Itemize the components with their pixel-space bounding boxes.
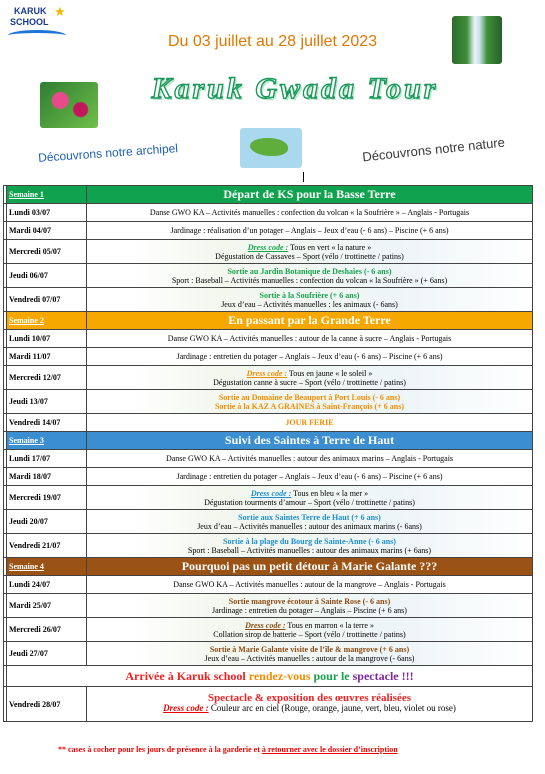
arrival-text-2: rendez-vous — [248, 668, 314, 683]
dress-code-label: Dress code : — [246, 368, 288, 378]
day-label: Lundi 03/07 — [7, 204, 87, 222]
day-row — [4, 618, 533, 642]
dress-code-label: Dress code : — [250, 488, 292, 498]
day-row — [4, 510, 533, 534]
activity-line: Sortie au Domaine de Beauport à Port Louis (- 6 ans) — [218, 392, 401, 402]
activity-line: Danse GWO KA – Activités manuelles : confection du volcan « la Soufrière » – Anglais - Portugais — [149, 208, 470, 217]
subtitle-archipel: Découvrons notre archipel — [37, 141, 179, 165]
activity-line: Jeux d’eau – Activités manuelles : autour des animaux marins (- 6ans) — [197, 521, 422, 531]
arrival-announcement — [7, 666, 533, 687]
day-label: Mardi 11/07 — [7, 348, 87, 366]
activity-line: Dégustation tourments d’amour – Sport (vélo / trottinette / patins) — [204, 497, 415, 507]
day-label: Jeudi 20/07 — [7, 510, 87, 534]
day-row — [4, 204, 533, 222]
activity-cell — [87, 642, 533, 666]
day-label: Mardi 18/07 — [7, 468, 87, 486]
day-label: Mardi 04/07 — [7, 222, 87, 240]
activity-line: Danse GWO KA – Activités manuelles : autour de la mangrove – Anglais - Portugais — [173, 580, 446, 589]
activity-line: Jeux d’eau – Activités manuelles : autour de la mangrove (- 6ans) — [204, 653, 415, 663]
arrival-text-1: Arrivée à Karuk school — [125, 668, 249, 683]
week-header-row — [4, 312, 533, 330]
week-header-row — [4, 558, 533, 576]
activity-cell — [87, 330, 533, 348]
day-label: Mercredi 12/07 — [7, 366, 87, 390]
day-row — [4, 390, 533, 414]
activity-cell — [87, 222, 533, 240]
activity-line: Sortie mangrove écotour à Sainte Rose (- 6 ans) — [228, 596, 391, 606]
dress-code-label: Dress code : — [247, 242, 289, 252]
activity-cell — [87, 264, 533, 288]
dress-code-label: Dress code : — [163, 703, 209, 713]
activity-line: Sortie à la KAZ A GRAINES à Saint-François (+ 6 ans) — [214, 401, 404, 411]
final-day-row — [4, 687, 533, 722]
activity-cell — [87, 240, 533, 264]
activity-cell — [87, 576, 533, 594]
activity-cell — [87, 414, 533, 432]
activity-cell — [87, 390, 533, 414]
activity-line: Sortie à la plage du Bourg de Sainte-Anne (- 6 ans) — [223, 536, 396, 546]
logo-line1: KARUK — [14, 6, 47, 16]
week-label: Semaine 1 — [7, 186, 87, 204]
activity-cell — [87, 450, 533, 468]
day-row — [4, 576, 533, 594]
subtitle-nature: Découvrons notre nature — [361, 134, 506, 165]
waterfall-photo — [452, 16, 502, 64]
day-label: Lundi 24/07 — [7, 576, 87, 594]
day-row — [4, 594, 533, 618]
footnote-text: ** cases à cocher pour les jours de présence à la garderie et — [58, 745, 262, 754]
guadeloupe-map-image — [240, 128, 302, 168]
activity-line: Danse GWO KA – Activités manuelles : autour de la canne à sucre – Anglais - Portugais — [167, 334, 452, 343]
date-range: Du 03 juillet au 28 juillet 2023 — [167, 33, 378, 50]
day-label: Vendredi 21/07 — [7, 534, 87, 558]
activity-cell — [87, 204, 533, 222]
star-icon: ★ — [54, 4, 66, 19]
activity-line: Jardinage : entretien du potager – Anglais – Piscine (+ 6 ans) — [212, 605, 407, 615]
week-label: Semaine 3 — [7, 432, 87, 450]
activity-line: Sortie à Marie Galante visite de l’île & mangrove (+ 6 ans) — [209, 644, 410, 654]
activity-line: Jardinage : entretien du potager – Anglais – Jeux d’eau (- 6 ans) – Piscine (+ 6 ans) — [176, 352, 443, 361]
activity-line: Dégustation canne à sucre – Sport (vélo / trottinette / patins) — [213, 377, 406, 387]
day-label: Vendredi 14/07 — [7, 414, 87, 432]
activity-line: Sortie aux Saintes Terre de Haut (+ 6 ans) — [238, 512, 381, 522]
activity-cell — [87, 594, 533, 618]
week-label: Semaine 2 — [7, 312, 87, 330]
day-row — [4, 348, 533, 366]
activity-line: Danse GWO KA – Activités manuelles : autour des animaux marins – Anglais - Portugais — [165, 454, 454, 463]
day-label: Lundi 17/07 — [7, 450, 87, 468]
day-label: Mercredi 05/07 — [7, 240, 87, 264]
week-title: En passant par la Grande Terre — [87, 312, 533, 330]
day-row — [4, 414, 533, 432]
activity-cell — [87, 687, 533, 722]
logo-line2: SCHOOL — [10, 17, 49, 27]
day-row — [4, 486, 533, 510]
activity-cell — [87, 534, 533, 558]
day-row — [4, 288, 533, 312]
flowers-photo — [40, 82, 98, 128]
activity-cell — [87, 366, 533, 390]
day-row — [4, 240, 533, 264]
day-label: Mardi 25/07 — [7, 594, 87, 618]
footnote — [58, 745, 498, 755]
week-title: Suivi des Saintes à Terre de Haut — [87, 432, 533, 450]
activity-cell — [87, 468, 533, 486]
week-header-row — [4, 186, 533, 204]
day-label: Jeudi 06/07 — [7, 264, 87, 288]
day-label: Mercredi 26/07 — [7, 618, 87, 642]
week-title: Départ de KS pour la Basse Terre — [87, 186, 533, 204]
day-label: Mercredi 19/07 — [7, 486, 87, 510]
day-label: Lundi 10/07 — [7, 330, 87, 348]
day-row — [4, 642, 533, 666]
week-header-row — [4, 432, 533, 450]
day-label: Jeudi 27/07 — [7, 642, 87, 666]
dress-code-label: Dress code : — [245, 620, 286, 630]
activity-line: Tous en jaune « le soleil » — [287, 368, 373, 378]
activity-cell — [87, 348, 533, 366]
activity-line: Sport : Baseball – Activités manuelles : autour des animaux marins (+ 6ans) — [187, 545, 432, 555]
activity-line: Jardinage : entretien du potager – Anglais – Jeux d’eau (- 6 ans) – Piscine (+ 6 ans) — [176, 472, 443, 481]
activity-line: Sortie à la Soufrière (+ 6 ans) — [259, 290, 360, 300]
arrival-text-4: spectacle !!! — [352, 668, 414, 683]
activity-line: Sortie au Jardin Botanique de Deshaies (- 6 ans) — [227, 266, 392, 276]
activity-line: Tous en bleu « la mer » — [291, 488, 369, 498]
day-label: Vendredi 07/07 — [7, 288, 87, 312]
day-row — [4, 534, 533, 558]
arrival-text-3: pour le — [313, 668, 353, 683]
day-label: Vendredi 28/07 — [7, 687, 87, 722]
activity-line: JOUR FERIE — [285, 418, 334, 427]
activity-cell — [87, 618, 533, 642]
day-row — [4, 366, 533, 390]
day-row — [4, 222, 533, 240]
footnote-link-text: à retourner avec le dossier d’inscription — [261, 745, 398, 754]
arrival-row — [4, 666, 533, 687]
page-title: Karuk Gwada Tour — [151, 72, 439, 105]
show-title: Spectacle & exposition des œuvres réalisées — [208, 692, 411, 704]
week-title: Pourquoi pas un petit détour à Marie Galante ??? — [87, 558, 533, 576]
activity-cell — [87, 288, 533, 312]
text-cursor — [303, 172, 304, 182]
activity-line: Dégustation de Cassaves – Sport (vélo / trottinette / patins) — [215, 251, 404, 261]
activity-line: Sport : Baseball – Activités manuelles : confection du volcan « la Soufrière » (+ 6ans) — [171, 275, 448, 285]
day-row — [4, 264, 533, 288]
activity-line: Jardinage : réalisation d’un potager – Anglais – Jeux d’eau (- 6 ans) – Piscine (+ 6 ans) — [170, 226, 449, 235]
activity-line: Tous en vert « la nature » — [288, 242, 372, 252]
activity-cell — [87, 486, 533, 510]
activity-line: Jeux d’eau – Activités manuelles : les animaux (- 6ans) — [221, 299, 398, 309]
week-label: Semaine 4 — [7, 558, 87, 576]
day-row — [4, 330, 533, 348]
day-row — [4, 450, 533, 468]
activity-cell — [87, 510, 533, 534]
day-row — [4, 468, 533, 486]
schedule-table — [3, 185, 533, 722]
activity-line: Collation sirop de batterie – Sport (vélo / trottinette / patins) — [213, 629, 406, 639]
day-label: Jeudi 13/07 — [7, 390, 87, 414]
dress-code-text: Couleur arc en ciel (Rouge, orange, jaune, vert, bleu, violet ou rose) — [208, 703, 456, 713]
activity-line: Tous en marron « la terre » — [285, 620, 374, 630]
